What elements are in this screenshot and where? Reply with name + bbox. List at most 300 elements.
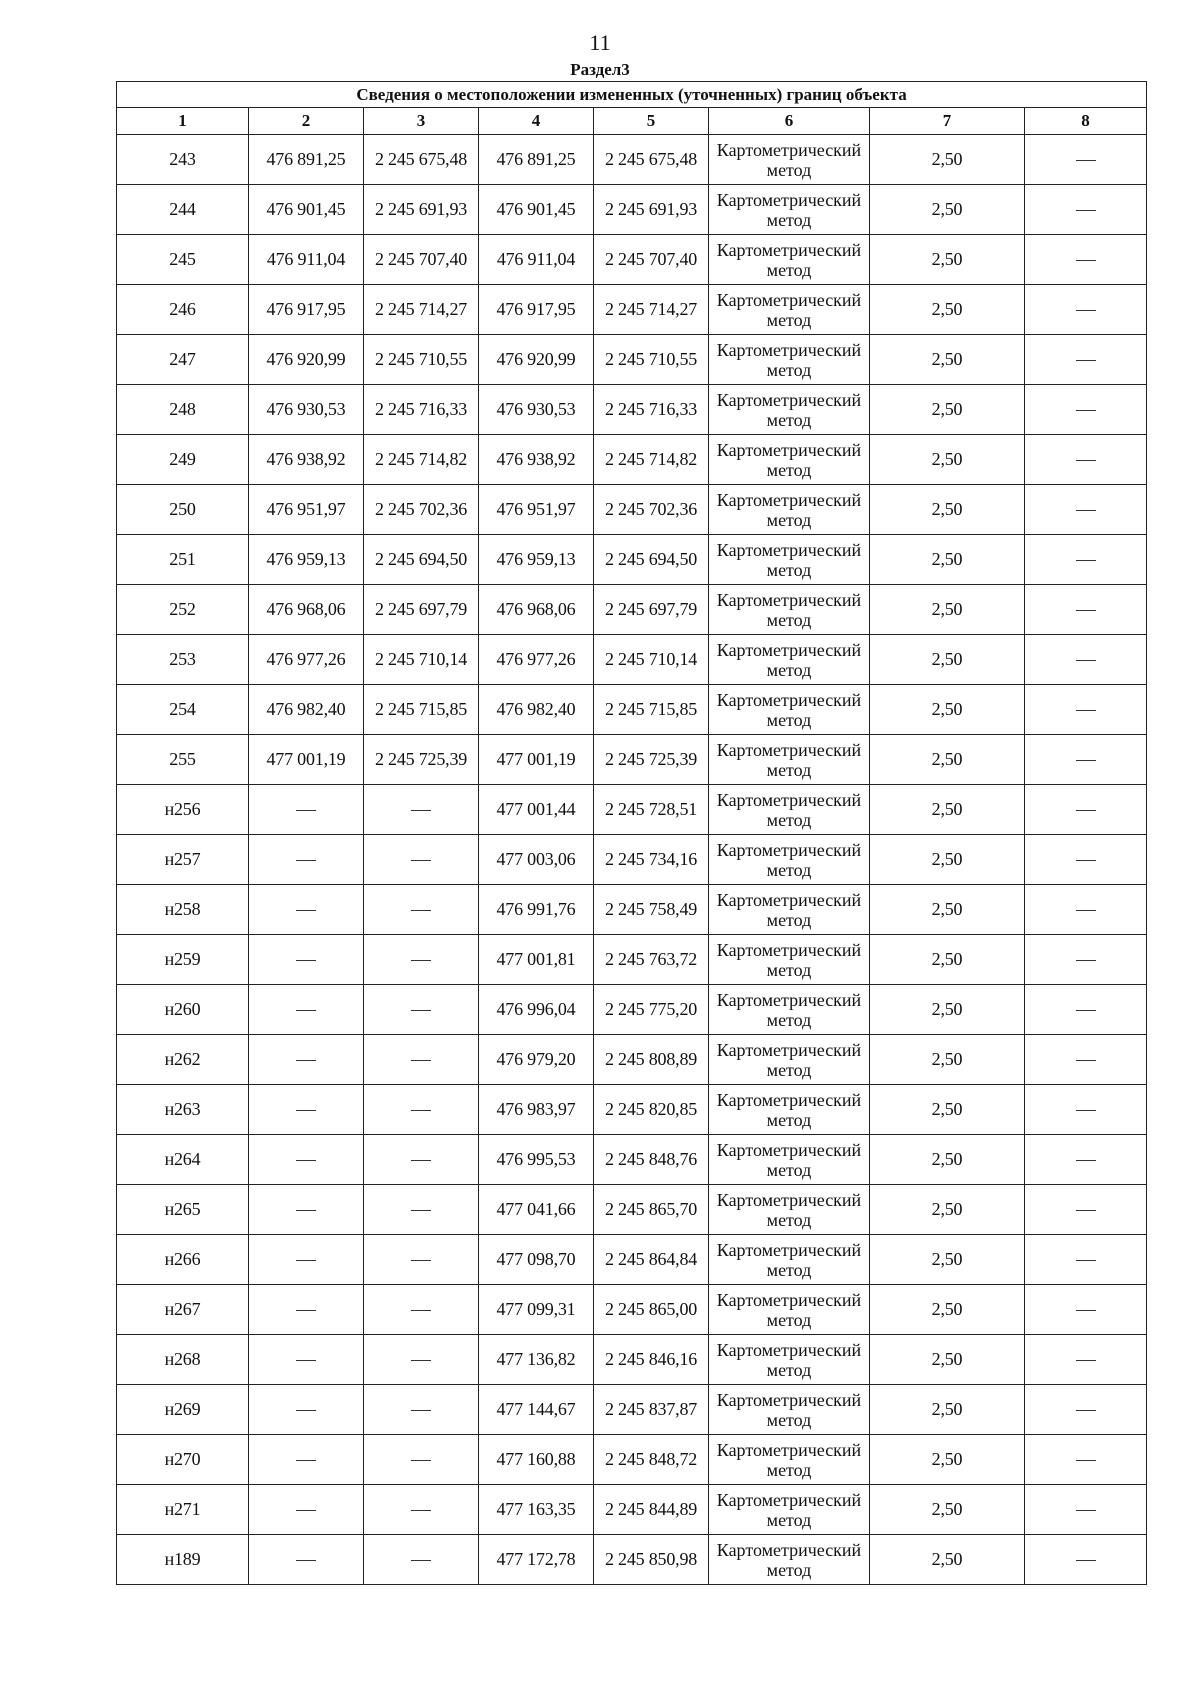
table-row (117, 1035, 1147, 1085)
section-title: Раздел3 (570, 60, 630, 79)
point-label: 252 (117, 585, 249, 635)
table-row (117, 885, 1147, 935)
description (1025, 485, 1147, 535)
dash-mark (411, 810, 431, 811)
dash-mark (296, 1310, 316, 1311)
determination-method: Картометрический метод (709, 1035, 870, 1085)
point-label: н189 (117, 1535, 249, 1585)
table-row (117, 335, 1147, 385)
y-existing (364, 935, 479, 985)
y-existing (364, 1185, 479, 1235)
x-existing: 476 930,53 (249, 385, 364, 435)
x-updated: 477 099,31 (479, 1285, 594, 1335)
y-updated: 2 245 808,89 (594, 1035, 709, 1085)
precision: 2,50 (870, 485, 1025, 535)
precision: 2,50 (870, 1335, 1025, 1385)
precision: 2,50 (870, 385, 1025, 435)
y-updated: 2 245 848,72 (594, 1435, 709, 1485)
y-updated: 2 245 707,40 (594, 235, 709, 285)
description (1025, 435, 1147, 485)
description (1025, 135, 1147, 185)
x-existing (249, 1085, 364, 1135)
table-caption: Сведения о местоположении измененных (уточненных) границ объекта (117, 82, 1147, 108)
x-updated: 476 951,97 (479, 485, 594, 535)
dash-mark (411, 860, 431, 861)
dash-mark (1076, 760, 1096, 761)
column-number: 4 (479, 108, 594, 135)
point-label: н271 (117, 1485, 249, 1535)
table-row (117, 985, 1147, 1035)
point-label: 245 (117, 235, 249, 285)
point-label: н264 (117, 1135, 249, 1185)
y-existing: 2 245 714,27 (364, 285, 479, 335)
point-label: 255 (117, 735, 249, 785)
x-updated: 477 163,35 (479, 1485, 594, 1535)
x-existing (249, 1285, 364, 1335)
dash-mark (1076, 910, 1096, 911)
y-existing: 2 245 710,55 (364, 335, 479, 385)
y-updated: 2 245 710,55 (594, 335, 709, 385)
dash-mark (1076, 410, 1096, 411)
y-updated: 2 245 714,82 (594, 435, 709, 485)
dash-mark (296, 1560, 316, 1561)
y-existing (364, 1285, 479, 1335)
x-existing (249, 1485, 364, 1535)
description (1025, 785, 1147, 835)
precision: 2,50 (870, 935, 1025, 985)
description (1025, 1235, 1147, 1285)
table-row (117, 1185, 1147, 1235)
precision: 2,50 (870, 1235, 1025, 1285)
x-existing (249, 985, 364, 1035)
column-number: 2 (249, 108, 364, 135)
point-label: 248 (117, 385, 249, 435)
y-updated: 2 245 763,72 (594, 935, 709, 985)
dash-mark (296, 1110, 316, 1111)
description (1025, 1085, 1147, 1135)
y-existing (364, 1535, 479, 1585)
dash-mark (1076, 1360, 1096, 1361)
table-row (117, 135, 1147, 185)
x-updated: 476 968,06 (479, 585, 594, 635)
dash-mark (411, 1060, 431, 1061)
x-existing (249, 1335, 364, 1385)
dash-mark (411, 1410, 431, 1411)
dash-mark (1076, 610, 1096, 611)
x-updated: 477 001,81 (479, 935, 594, 985)
y-existing (364, 1135, 479, 1185)
dash-mark (296, 860, 316, 861)
point-label: н259 (117, 935, 249, 985)
column-number: 8 (1025, 108, 1147, 135)
x-updated: 476 991,76 (479, 885, 594, 935)
x-updated: 477 098,70 (479, 1235, 594, 1285)
y-updated: 2 245 864,84 (594, 1235, 709, 1285)
x-existing (249, 835, 364, 885)
determination-method: Картометрический метод (709, 435, 870, 485)
precision: 2,50 (870, 235, 1025, 285)
determination-method: Картометрический метод (709, 885, 870, 935)
table-row (117, 735, 1147, 785)
x-existing: 477 001,19 (249, 735, 364, 785)
determination-method: Картометрический метод (709, 235, 870, 285)
description (1025, 1285, 1147, 1335)
precision: 2,50 (870, 435, 1025, 485)
y-updated: 2 245 728,51 (594, 785, 709, 835)
description (1025, 1485, 1147, 1535)
x-updated: 476 938,92 (479, 435, 594, 485)
description (1025, 285, 1147, 335)
point-label: н266 (117, 1235, 249, 1285)
coordinates-table (116, 81, 1147, 1585)
x-updated: 477 144,67 (479, 1385, 594, 1435)
precision: 2,50 (870, 735, 1025, 785)
y-existing: 2 245 707,40 (364, 235, 479, 285)
dash-mark (411, 1510, 431, 1511)
determination-method: Картометрический метод (709, 1485, 870, 1535)
table-row (117, 485, 1147, 535)
dash-mark (1076, 1010, 1096, 1011)
x-updated: 476 996,04 (479, 985, 594, 1035)
y-updated: 2 245 734,16 (594, 835, 709, 885)
dash-mark (296, 960, 316, 961)
y-updated: 2 245 758,49 (594, 885, 709, 935)
table-row (117, 1085, 1147, 1135)
x-updated: 477 003,06 (479, 835, 594, 885)
precision: 2,50 (870, 285, 1025, 335)
description (1025, 1185, 1147, 1235)
dash-mark (1076, 510, 1096, 511)
point-label: 254 (117, 685, 249, 735)
y-updated: 2 245 865,00 (594, 1285, 709, 1335)
x-existing: 476 982,40 (249, 685, 364, 735)
y-updated: 2 245 846,16 (594, 1335, 709, 1385)
point-label: 250 (117, 485, 249, 535)
precision: 2,50 (870, 185, 1025, 235)
x-updated: 476 977,26 (479, 635, 594, 685)
dash-mark (1076, 1260, 1096, 1261)
precision: 2,50 (870, 1135, 1025, 1185)
y-existing (364, 1235, 479, 1285)
dash-mark (411, 1260, 431, 1261)
x-existing: 476 911,04 (249, 235, 364, 285)
y-existing (364, 1085, 479, 1135)
dash-mark (411, 1460, 431, 1461)
dash-mark (1076, 1460, 1096, 1461)
precision: 2,50 (870, 985, 1025, 1035)
table-row (117, 1235, 1147, 1285)
description (1025, 585, 1147, 635)
table-row (117, 385, 1147, 435)
dash-mark (1076, 310, 1096, 311)
table-row (117, 635, 1147, 685)
column-number: 5 (594, 108, 709, 135)
dash-mark (1076, 960, 1096, 961)
dash-mark (296, 1510, 316, 1511)
point-label: 244 (117, 185, 249, 235)
x-updated: 476 930,53 (479, 385, 594, 435)
table-row (117, 185, 1147, 235)
determination-method: Картометрический метод (709, 785, 870, 835)
page-number: 11 (589, 30, 611, 55)
x-existing: 476 917,95 (249, 285, 364, 335)
x-updated: 476 959,13 (479, 535, 594, 585)
x-existing (249, 1385, 364, 1435)
y-updated: 2 245 725,39 (594, 735, 709, 785)
point-label: н268 (117, 1335, 249, 1385)
table-row (117, 1435, 1147, 1485)
description (1025, 185, 1147, 235)
dash-mark (296, 1460, 316, 1461)
y-updated: 2 245 848,76 (594, 1135, 709, 1185)
description (1025, 1435, 1147, 1485)
x-updated: 477 041,66 (479, 1185, 594, 1235)
description (1025, 985, 1147, 1035)
determination-method: Картометрический метод (709, 835, 870, 885)
dash-mark (411, 910, 431, 911)
determination-method: Картометрический метод (709, 685, 870, 735)
precision: 2,50 (870, 1485, 1025, 1535)
determination-method: Картометрический метод (709, 1235, 870, 1285)
precision: 2,50 (870, 1085, 1025, 1135)
x-updated: 476 982,40 (479, 685, 594, 735)
dash-mark (296, 910, 316, 911)
table-row (117, 785, 1147, 835)
dash-mark (411, 1010, 431, 1011)
dash-mark (1076, 1560, 1096, 1561)
point-label: н265 (117, 1185, 249, 1235)
description (1025, 385, 1147, 435)
dash-mark (411, 1210, 431, 1211)
table-row (117, 235, 1147, 285)
y-existing: 2 245 725,39 (364, 735, 479, 785)
dash-mark (296, 810, 316, 811)
description (1025, 835, 1147, 885)
precision: 2,50 (870, 1385, 1025, 1435)
precision: 2,50 (870, 335, 1025, 385)
y-updated: 2 245 716,33 (594, 385, 709, 435)
precision: 2,50 (870, 885, 1025, 935)
determination-method: Картометрический метод (709, 1335, 870, 1385)
table-row (117, 835, 1147, 885)
table-row (117, 285, 1147, 335)
point-label: 243 (117, 135, 249, 185)
x-updated: 477 001,44 (479, 785, 594, 835)
dash-mark (411, 1310, 431, 1311)
table-row (117, 585, 1147, 635)
column-number: 7 (870, 108, 1025, 135)
description (1025, 1385, 1147, 1435)
y-existing (364, 835, 479, 885)
point-label: 249 (117, 435, 249, 485)
table-row (117, 1535, 1147, 1585)
dash-mark (1076, 1410, 1096, 1411)
table-row (117, 435, 1147, 485)
point-label: 246 (117, 285, 249, 335)
precision: 2,50 (870, 135, 1025, 185)
x-existing (249, 1535, 364, 1585)
y-existing: 2 245 710,14 (364, 635, 479, 685)
y-existing: 2 245 702,36 (364, 485, 479, 535)
point-label: н257 (117, 835, 249, 885)
y-updated: 2 245 691,93 (594, 185, 709, 235)
determination-method: Картометрический метод (709, 335, 870, 385)
dash-mark (1076, 860, 1096, 861)
dash-mark (296, 1360, 316, 1361)
x-existing: 476 959,13 (249, 535, 364, 585)
y-existing: 2 245 697,79 (364, 585, 479, 635)
determination-method: Картометрический метод (709, 635, 870, 685)
determination-method: Картометрический метод (709, 135, 870, 185)
point-label: н262 (117, 1035, 249, 1085)
y-updated: 2 245 820,85 (594, 1085, 709, 1135)
dash-mark (1076, 360, 1096, 361)
point-label: н270 (117, 1435, 249, 1485)
x-updated: 476 917,95 (479, 285, 594, 335)
table-row (117, 1285, 1147, 1335)
y-updated: 2 245 694,50 (594, 535, 709, 585)
x-existing: 476 920,99 (249, 335, 364, 385)
point-label: н269 (117, 1385, 249, 1435)
y-updated: 2 245 715,85 (594, 685, 709, 735)
determination-method: Картометрический метод (709, 535, 870, 585)
x-updated: 477 160,88 (479, 1435, 594, 1485)
point-label: н258 (117, 885, 249, 935)
y-updated: 2 245 844,89 (594, 1485, 709, 1535)
dash-mark (296, 1060, 316, 1061)
x-updated: 476 911,04 (479, 235, 594, 285)
table-row (117, 685, 1147, 735)
dash-mark (296, 1410, 316, 1411)
determination-method: Картометрический метод (709, 1385, 870, 1435)
precision: 2,50 (870, 835, 1025, 885)
point-label: 247 (117, 335, 249, 385)
point-label: н260 (117, 985, 249, 1035)
determination-method: Картометрический метод (709, 1535, 870, 1585)
determination-method: Картометрический метод (709, 735, 870, 785)
determination-method: Картометрический метод (709, 1435, 870, 1485)
y-existing: 2 245 691,93 (364, 185, 479, 235)
x-existing: 476 968,06 (249, 585, 364, 635)
precision: 2,50 (870, 635, 1025, 685)
dash-mark (1076, 210, 1096, 211)
column-number: 1 (117, 108, 249, 135)
y-updated: 2 245 714,27 (594, 285, 709, 335)
x-existing: 476 977,26 (249, 635, 364, 685)
y-existing (364, 1435, 479, 1485)
column-number: 6 (709, 108, 870, 135)
dash-mark (1076, 1110, 1096, 1111)
x-existing: 476 951,97 (249, 485, 364, 535)
table-row (117, 1135, 1147, 1185)
precision: 2,50 (870, 585, 1025, 635)
dash-mark (1076, 1510, 1096, 1511)
y-existing (364, 985, 479, 1035)
description (1025, 735, 1147, 785)
dash-mark (411, 1110, 431, 1111)
precision: 2,50 (870, 1435, 1025, 1485)
description (1025, 1135, 1147, 1185)
table-row (117, 1385, 1147, 1435)
point-label: н267 (117, 1285, 249, 1335)
x-existing (249, 1235, 364, 1285)
table-body (117, 135, 1147, 1585)
y-updated: 2 245 775,20 (594, 985, 709, 1035)
dash-mark (1076, 810, 1096, 811)
x-existing (249, 1435, 364, 1485)
determination-method: Картометрический метод (709, 1285, 870, 1335)
dash-mark (1076, 710, 1096, 711)
x-updated: 477 001,19 (479, 735, 594, 785)
y-existing: 2 245 694,50 (364, 535, 479, 585)
description (1025, 1535, 1147, 1585)
y-existing (364, 1485, 479, 1535)
description (1025, 885, 1147, 935)
x-updated: 477 172,78 (479, 1535, 594, 1585)
description (1025, 935, 1147, 985)
dash-mark (411, 960, 431, 961)
precision: 2,50 (870, 685, 1025, 735)
precision: 2,50 (870, 1035, 1025, 1085)
x-updated: 476 901,45 (479, 185, 594, 235)
dash-mark (1076, 160, 1096, 161)
description (1025, 635, 1147, 685)
y-existing (364, 1335, 479, 1385)
determination-method: Картометрический метод (709, 1135, 870, 1185)
determination-method: Картометрический метод (709, 985, 870, 1035)
determination-method: Картометрический метод (709, 585, 870, 635)
x-updated: 477 136,82 (479, 1335, 594, 1385)
y-existing: 2 245 714,82 (364, 435, 479, 485)
point-label: н263 (117, 1085, 249, 1135)
precision: 2,50 (870, 1285, 1025, 1335)
precision: 2,50 (870, 1185, 1025, 1235)
x-updated: 476 995,53 (479, 1135, 594, 1185)
y-updated: 2 245 837,87 (594, 1385, 709, 1435)
dash-mark (1076, 1060, 1096, 1061)
determination-method: Картометрический метод (709, 385, 870, 435)
x-existing (249, 1135, 364, 1185)
dash-mark (411, 1160, 431, 1161)
dash-mark (1076, 1160, 1096, 1161)
description (1025, 535, 1147, 585)
table-row (117, 1335, 1147, 1385)
x-existing: 476 891,25 (249, 135, 364, 185)
dash-mark (1076, 560, 1096, 561)
description (1025, 1035, 1147, 1085)
y-existing: 2 245 675,48 (364, 135, 479, 185)
x-updated: 476 891,25 (479, 135, 594, 185)
dash-mark (411, 1360, 431, 1361)
dash-mark (1076, 1210, 1096, 1211)
y-existing: 2 245 715,85 (364, 685, 479, 735)
determination-method: Картометрический метод (709, 935, 870, 985)
dash-mark (296, 1260, 316, 1261)
y-updated: 2 245 865,70 (594, 1185, 709, 1235)
description (1025, 335, 1147, 385)
determination-method: Картометрический метод (709, 1085, 870, 1135)
x-existing: 476 901,45 (249, 185, 364, 235)
determination-method: Картометрический метод (709, 185, 870, 235)
dash-mark (296, 1160, 316, 1161)
dash-mark (296, 1010, 316, 1011)
y-existing: 2 245 716,33 (364, 385, 479, 435)
table-row (117, 1485, 1147, 1535)
dash-mark (1076, 660, 1096, 661)
point-label: 253 (117, 635, 249, 685)
x-existing (249, 885, 364, 935)
y-updated: 2 245 702,36 (594, 485, 709, 535)
